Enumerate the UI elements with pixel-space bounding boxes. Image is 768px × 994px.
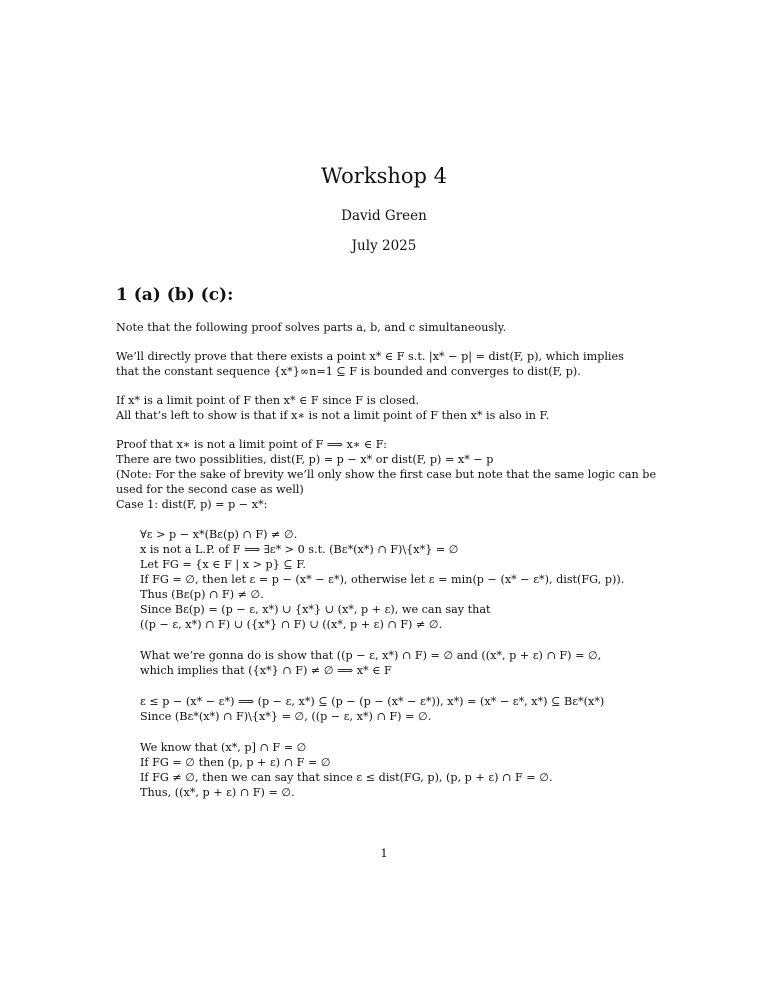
text-line: Thus (Bε(p) ∩ F) ≠ ∅.: [140, 588, 264, 601]
document-title: Workshop 4: [321, 164, 447, 188]
text-line: Note that the following proof solves parts a, b, and c simultaneously.: [116, 321, 507, 334]
text-line: Case 1: dist(F, p) = p − x*:: [116, 498, 268, 511]
text-line: If FG = ∅, then let ε = p − (x* − ε*), otherwise let ε = min(p − (x* − ε*), dist(FG, p)).: [140, 573, 625, 586]
text-line: If x* is a limit point of F then x* ∈ F since F is closed.: [116, 394, 420, 407]
text-line: Since (Bε*(x*) ∩ F)\{x*} = ∅, ((p − ε, x*) ∩ F) = ∅.: [140, 710, 432, 723]
text-line: used for the second case as well): [116, 483, 304, 496]
text-line: We know that (x*, p] ∩ F = ∅: [140, 741, 307, 754]
text-line: Since Bε(p) = (p − ε, x*) ∪ {x*} ∪ (x*, p + ε), we can say that: [140, 603, 491, 616]
text-line: that the constant sequence {x*}∞n=1 ⊆ F is bounded and converges to dist(F, p).: [116, 365, 581, 378]
text-line: All that’s left to show is that if x∗ is not a limit point of F then x* is also in F.: [116, 409, 550, 422]
text-line: x is not a L.P. of F ⟹ ∃ε* > 0 s.t. (Bε*(x*) ∩ F)\{x*} = ∅: [140, 543, 459, 556]
text-line: If FG = ∅ then (p, p + ε) ∩ F = ∅: [140, 756, 331, 769]
text-line: Let FG = {x ∈ F | x > p} ⊆ F.: [140, 558, 306, 571]
text-line: which implies that ({x*} ∩ F) ≠ ∅ ⟹ x* ∈ F: [140, 664, 392, 677]
text-line: What we’re gonna do is show that ((p − ε, x*) ∩ F) = ∅ and ((x*, p + ε) ∩ F) = ∅,: [140, 649, 602, 662]
text-line: There are two possiblities, dist(F, p) = p − x* or dist(F, p) = x* − p: [116, 453, 494, 466]
text-line: We’ll directly prove that there exists a point x* ∈ F s.t. |x* − p| = dist(F, p), which implies: [116, 350, 624, 363]
text-line: Thus, ((x*, p + ε) ∩ F) = ∅.: [140, 786, 295, 799]
document-author: David Green: [341, 208, 427, 224]
text-line: If FG ≠ ∅, then we can say that since ε ≤ dist(FG, p), (p, p + ε) ∩ F = ∅.: [140, 771, 553, 784]
section-heading: 1 (a) (b) (c):: [116, 285, 234, 305]
text-line: ∀ε > p − x*(Bε(p) ∩ F) ≠ ∅.: [140, 528, 298, 541]
page-number: 1: [380, 846, 388, 860]
document-date: July 2025: [351, 238, 417, 254]
text-line: ε ≤ p − (x* − ε*) ⟹ (p − ε, x*) ⊆ (p − (p − (x* − ε*)), x*) = (x* − ε*, x*) ⊆ Bε*(x*): [140, 695, 605, 708]
text-line: (Note: For the sake of brevity we’ll only show the first case but note that the same logic can be: [116, 468, 657, 481]
text-line: ((p − ε, x*) ∩ F) ∪ ({x*} ∩ F) ∪ ((x*, p + ε) ∩ F) ≠ ∅.: [140, 618, 443, 631]
text-line: Proof that x∗ is not a limit point of F ⟹ x∗ ∈ F:: [116, 438, 387, 451]
